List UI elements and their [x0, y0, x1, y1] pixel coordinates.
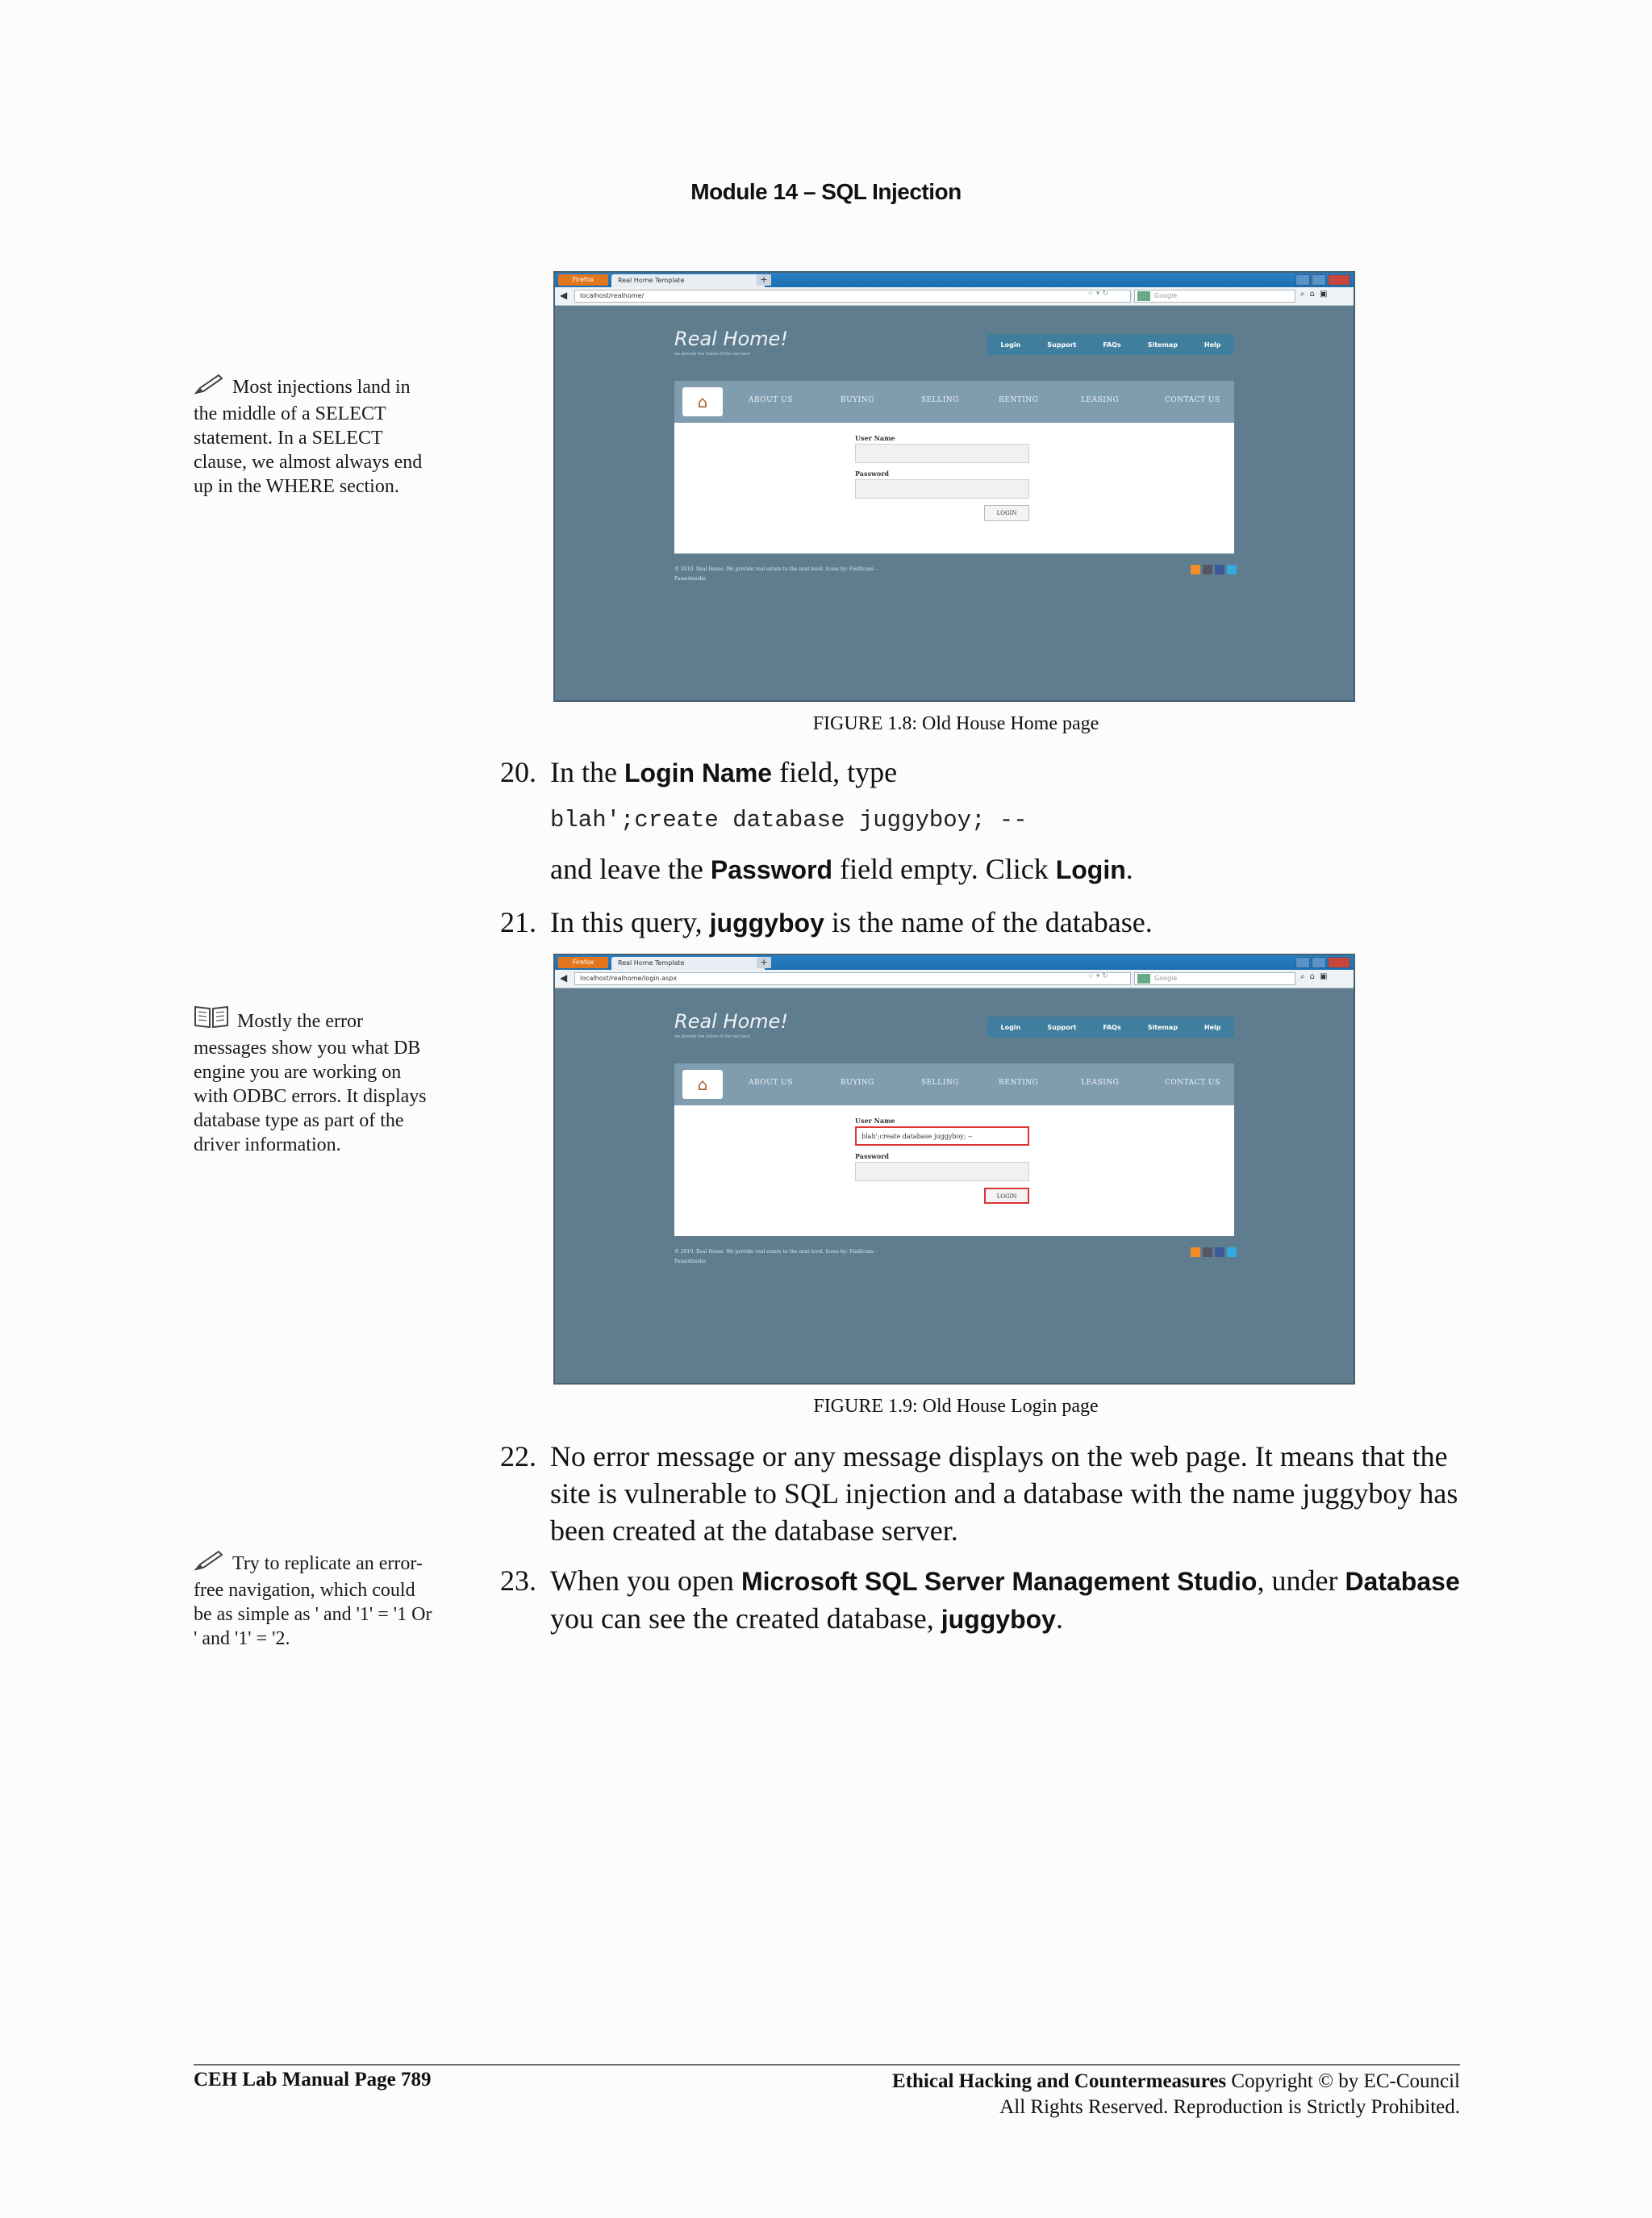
- sidenote-text: Try to replicate an error-free navigation, which could be as simple as ' and '1' = '1 Or ' and '1' = '2.: [194, 1553, 432, 1649]
- step-text: In the: [550, 756, 624, 788]
- toolbar-icons: ⌕⌂▣: [1300, 972, 1333, 981]
- username-label: User Name: [855, 1117, 895, 1125]
- footer-rule: [194, 2064, 1460, 2066]
- step-number: 22.: [500, 1440, 536, 1472]
- login-button: LOGIN: [984, 1188, 1029, 1204]
- search-placeholder: Google: [1154, 292, 1178, 299]
- toplink-support: Support: [1047, 340, 1077, 349]
- toplink-sitemap: Sitemap: [1147, 340, 1178, 349]
- facebook-icon: [1215, 565, 1224, 574]
- window-controls: [1295, 957, 1350, 968]
- social-icons: [1191, 1247, 1237, 1257]
- toplink-login: Login: [1000, 340, 1021, 349]
- email-icon: [1203, 1247, 1212, 1257]
- search-bar: [1134, 972, 1295, 985]
- menu-renting: RENTING: [999, 1079, 1039, 1087]
- sidenote-error-free-navigation: [194, 1549, 436, 1651]
- step-text: field empty. Click: [832, 853, 1056, 885]
- browser-tab-bar: [555, 273, 1354, 287]
- menu-selling: SELLING: [921, 396, 959, 404]
- menu-buying: BUYING: [841, 396, 874, 404]
- footer-line: Famedmedia: [674, 1259, 706, 1264]
- password-label: Password: [855, 470, 890, 478]
- site-logo: Real Home!: [674, 328, 788, 350]
- step-text: When you open: [550, 1564, 741, 1597]
- site-tagline: we provide the future of the real land: [674, 1034, 750, 1039]
- site-footer: [674, 565, 981, 584]
- sidenote-error-messages: [194, 1004, 436, 1157]
- step-text: is the name of the database.: [824, 906, 1153, 938]
- twitter-icon: [1227, 565, 1237, 574]
- menu-contact-us: CONTACT US: [1165, 396, 1220, 404]
- step-bold: Login: [1055, 855, 1126, 884]
- password-field: [855, 1162, 1029, 1181]
- step-number: 23.: [500, 1564, 536, 1597]
- browser-nav-bar: [555, 287, 1354, 306]
- step-text: field, type: [772, 756, 898, 788]
- toplink-faqs: FAQs: [1103, 340, 1121, 349]
- pencil-icon: [194, 373, 224, 402]
- step-bold: Password: [710, 855, 833, 884]
- step-text: you can see the created database,: [550, 1602, 941, 1635]
- step-21: [500, 904, 1460, 942]
- step-bold: Database: [1345, 1567, 1460, 1596]
- new-tab-icon: +: [757, 957, 771, 968]
- site-top-links: [987, 1017, 1234, 1038]
- toplink-help: Help: [1204, 340, 1221, 349]
- pencil-icon: [194, 1549, 224, 1578]
- minimize-icon: [1295, 274, 1310, 286]
- search-engine-icon: [1137, 291, 1150, 301]
- bookmark-star-icon: ☆ ▾ ↻: [1087, 972, 1108, 980]
- back-arrow-icon: ◀: [560, 290, 568, 301]
- module-title: Module 14 – SQL Injection: [690, 179, 962, 204]
- rss-icon: [1191, 565, 1200, 574]
- sql-injection-code: blah';create database juggyboy; --: [550, 807, 1028, 833]
- footer-line: Famedmedia: [674, 576, 706, 582]
- step-22: [500, 1438, 1460, 1549]
- email-icon: [1203, 565, 1212, 574]
- sidenote-text: Most injections land in the middle of a SELECT statement. In a SELECT clause, we almost always end up in the WHERE section.: [194, 377, 423, 497]
- bookmark-star-icon: ☆ ▾ ↻: [1087, 290, 1108, 298]
- step-23: [500, 1562, 1460, 1638]
- footer-copyright-text: Copyright © by EC-Council: [1226, 2070, 1460, 2092]
- username-label: User Name: [855, 434, 895, 442]
- toplink-support: Support: [1047, 1023, 1077, 1031]
- firefox-menu-button: Firefox: [558, 957, 608, 968]
- password-label: Password: [855, 1152, 890, 1160]
- menu-buying: BUYING: [841, 1079, 874, 1087]
- menu-selling: SELLING: [921, 1079, 959, 1087]
- sidenote-text: Mostly the error messages show you what DB engine you are working on with ODBC errors. It displays database type as part of the driver information.: [194, 1011, 427, 1155]
- figure-login-page-screenshot: [555, 955, 1354, 1383]
- address-bar: localhost/realhome/login.aspx: [574, 972, 1131, 985]
- browser-nav-bar: [555, 970, 1354, 988]
- toolbar-icons: ⌕⌂▣: [1300, 290, 1333, 299]
- menu-contact-us: CONTACT US: [1165, 1079, 1220, 1087]
- figure-home-page-screenshot: [555, 273, 1354, 700]
- browser-tab: Real Home Template: [611, 274, 765, 287]
- site-logo: Real Home!: [674, 1010, 788, 1033]
- step-text: and leave the: [550, 853, 711, 885]
- footer-line: © 2010. Real Home. We provide real estate to the next level. Icons by: FindIcons -: [674, 566, 878, 572]
- window-controls: [1295, 274, 1350, 286]
- address-bar: localhost/realhome/: [574, 290, 1131, 303]
- close-icon: [1328, 957, 1350, 968]
- step-bold: Microsoft SQL Server Management Studio: [740, 1567, 1258, 1596]
- maximize-icon: [1312, 957, 1326, 968]
- firefox-menu-button: Firefox: [558, 274, 608, 286]
- home-icon: ⌂: [682, 387, 723, 416]
- step-text: No error message or any message displays on the web page. It means that the site is vulnerable to SQL injection and a database with the name juggyboy has been created at the database server.: [550, 1440, 1458, 1547]
- footer-book-title: Ethical Hacking and Countermeasures: [892, 2070, 1227, 2092]
- step-number: 21.: [500, 906, 536, 938]
- search-placeholder: Google: [1154, 975, 1178, 982]
- step-20-continued: [500, 850, 1460, 888]
- minimize-icon: [1295, 957, 1310, 968]
- password-field: [855, 479, 1029, 499]
- facebook-icon: [1215, 1247, 1224, 1257]
- step-20: [500, 754, 1460, 792]
- browser-tab: Real Home Template: [611, 957, 765, 970]
- footer-copyright: [892, 2069, 1460, 2120]
- search-engine-icon: [1137, 974, 1150, 984]
- login-form-panel: [674, 1105, 1234, 1236]
- home-icon: ⌂: [682, 1070, 723, 1099]
- step-bold: Login Name: [624, 758, 773, 787]
- footer-line: © 2010. Real Home. We provide real estate to the next level. Icons by: FindIcons -: [674, 1249, 878, 1255]
- rss-icon: [1191, 1247, 1200, 1257]
- menu-leasing: LEASING: [1081, 1079, 1120, 1087]
- menu-about-us: ABOUT US: [749, 1079, 793, 1087]
- toplink-login: Login: [1000, 1023, 1021, 1031]
- menu-leasing: LEASING: [1081, 396, 1120, 404]
- toplink-help: Help: [1204, 1023, 1221, 1031]
- username-field: blah';create database juggyboy; --: [855, 1126, 1029, 1146]
- step-text: .: [1125, 853, 1133, 885]
- browser-tab-bar: [555, 955, 1354, 970]
- sidenote-select-injection: [194, 373, 436, 499]
- step-text: In this query,: [550, 906, 710, 938]
- book-icon: [194, 1004, 229, 1036]
- new-tab-icon: +: [757, 274, 771, 286]
- back-arrow-icon: ◀: [560, 972, 568, 984]
- close-icon: [1328, 274, 1350, 286]
- site-menu: [674, 1063, 1234, 1105]
- toplink-faqs: FAQs: [1103, 1023, 1121, 1031]
- maximize-icon: [1312, 274, 1326, 286]
- footer-page-label: CEH Lab Manual Page 789: [194, 2069, 432, 2091]
- login-button: LOGIN: [984, 505, 1029, 521]
- site-menu: [674, 381, 1234, 423]
- site-tagline: we provide the future of the real land: [674, 352, 750, 357]
- username-field: [855, 444, 1029, 463]
- step-text: .: [1055, 1602, 1063, 1635]
- site-footer: [674, 1247, 981, 1267]
- search-bar: [1134, 290, 1295, 303]
- menu-about-us: ABOUT US: [749, 396, 793, 404]
- footer-rights-text: All Rights Reserved. Reproduction is Strictly Prohibited.: [999, 2096, 1460, 2118]
- figure-caption: FIGURE 1.8: Old House Home page: [812, 713, 1099, 734]
- login-form-panel: [674, 423, 1234, 553]
- menu-renting: RENTING: [999, 396, 1039, 404]
- site-top-links: [987, 334, 1234, 355]
- social-icons: [1191, 565, 1237, 574]
- step-bold: juggyboy: [941, 1605, 1056, 1634]
- step-text: , under: [1257, 1564, 1345, 1597]
- figure-caption: FIGURE 1.9: Old House Login page: [813, 1396, 1099, 1417]
- step-number: 20.: [500, 756, 536, 788]
- toplink-sitemap: Sitemap: [1147, 1023, 1178, 1031]
- twitter-icon: [1227, 1247, 1237, 1257]
- step-bold: juggyboy: [709, 909, 824, 938]
